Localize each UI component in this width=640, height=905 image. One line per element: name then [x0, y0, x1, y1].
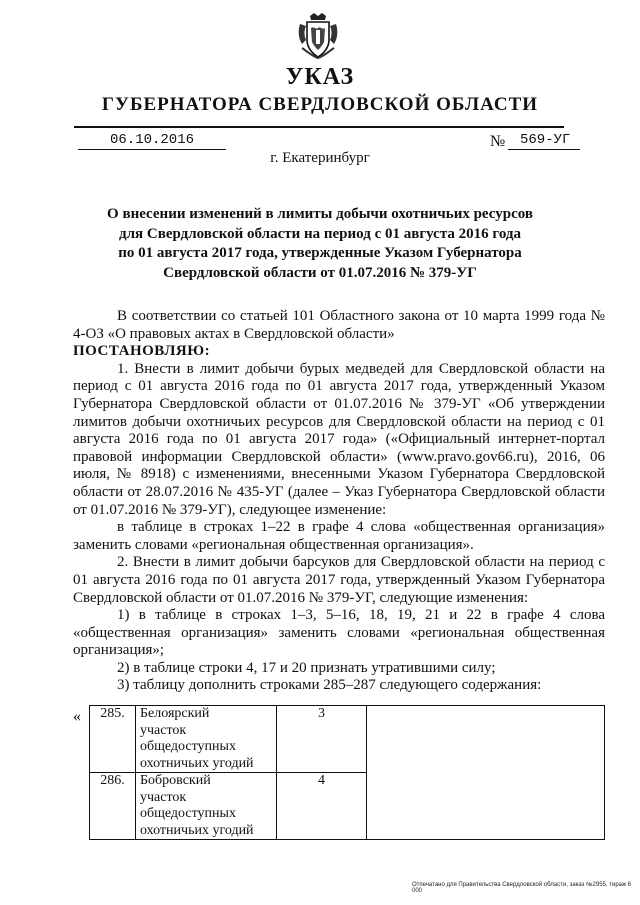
paragraph-2: 2. Внести в лимит добычи барсуков для Свердловской области на период с 01 августа 2016 года по 01 августа 2017 года, утвержденный Указом Губернатора Свердловской области от 01.07.2016 № 379-УГ, следующие изменения:	[73, 554, 605, 606]
decree-body	[73, 308, 605, 695]
row-name	[136, 773, 277, 840]
number-sign: №	[490, 133, 506, 150]
header-divider	[74, 126, 564, 128]
paragraph-1: 1. Внести в лимит добычи бурых медведей для Свердловской области на период с 01 августа 2016 года по 01 августа 2017 года, утвержденный Указом Губернатора Свердловской области от 01.07.2016 № 379-УГ «Об утверждении лимитов добычи охотничьих ресурсов для Свердловской области на период с 01 августа 2016 года по 01 августа 2017 года» («Официальный интернет-портал правовой информации Свердловской области» (www.pravo.gov66.ru), 2016, 06 июля, № 8918) с изменениями, внесенными Указом Губернатора Свердловской области от 28.07.2016 № 435-УГ (далее – Указ Губернатора Свердловской области от 01.07.2016 № 379-УГ), следующее изменение:	[73, 360, 605, 518]
row-name-line: Бобровский	[140, 773, 211, 788]
row-number: 286.	[90, 773, 136, 840]
preamble: В соответствии со статьей 101 Областного закона от 10 марта 1999 года № 4-ОЗ «О правовых актах в Свердловской области»	[73, 308, 605, 342]
row-name-line: общедоступных	[140, 806, 236, 821]
row-name-line: Белоярский	[140, 706, 210, 721]
city: г. Екатеринбург	[270, 150, 370, 166]
row-name-line: охотничьих угодий	[140, 755, 254, 771]
row-name-line: участок	[140, 789, 187, 805]
heading-line: О внесении изменений в лимиты добычи охотничьих ресурсов	[107, 206, 533, 222]
row-number: 285.	[90, 706, 136, 773]
coat-of-arms-emblem	[296, 12, 340, 60]
decree-heading	[80, 205, 560, 283]
heading-line: по 01 августа 2017 года, утвержденные Указом Губернатора	[118, 245, 522, 261]
table-open-quote: «	[73, 708, 81, 725]
decree-keyword: ПОСТАНОВЛЯЮ:	[73, 343, 211, 360]
paragraph-1a: в таблице в строках 1–22 в графе 4 слова «общественная организация» заменить словами «региональная общественная организация».	[73, 519, 605, 553]
limits-table	[89, 705, 605, 840]
decree-date: 06.10.2016	[110, 132, 195, 148]
row-name	[136, 706, 277, 773]
row-value: 3	[277, 706, 367, 773]
row-organization-cell	[367, 706, 605, 840]
decree-title: УКАЗ	[285, 64, 355, 90]
print-footer: Отпечатано для Правительства Свердловской области, заказ №2955, тираж 6 000	[412, 882, 632, 894]
paragraph-2c: 3) таблицу дополнить строками 285–287 следующего содержания:	[117, 677, 542, 694]
paragraph-2a: 1) в таблице в строках 1–3, 5–16, 18, 19, 21 и 22 в графе 4 слова «общественная организация» заменить словами «региональная общественная организация»;	[73, 607, 605, 659]
row-name-line: охотничьих угодий	[140, 822, 254, 838]
row-value: 4	[277, 773, 367, 840]
row-name-line: участок	[140, 722, 187, 738]
paragraph-2b: 2) в таблице строки 4, 17 и 20 признать утратившими силу;	[117, 659, 496, 676]
decree-number: 569-УГ	[520, 132, 571, 148]
heading-line: для Свердловской области на период с 01 августа 2016 года	[119, 225, 521, 242]
governor-title: ГУБЕРНАТОРА СВЕРДЛОВСКОЙ ОБЛАСТИ	[101, 94, 539, 115]
table-row	[90, 706, 605, 773]
row-name-line: общедоступных	[140, 739, 236, 754]
heading-line: Свердловской области от 01.07.2016 № 379-УГ	[163, 264, 477, 281]
